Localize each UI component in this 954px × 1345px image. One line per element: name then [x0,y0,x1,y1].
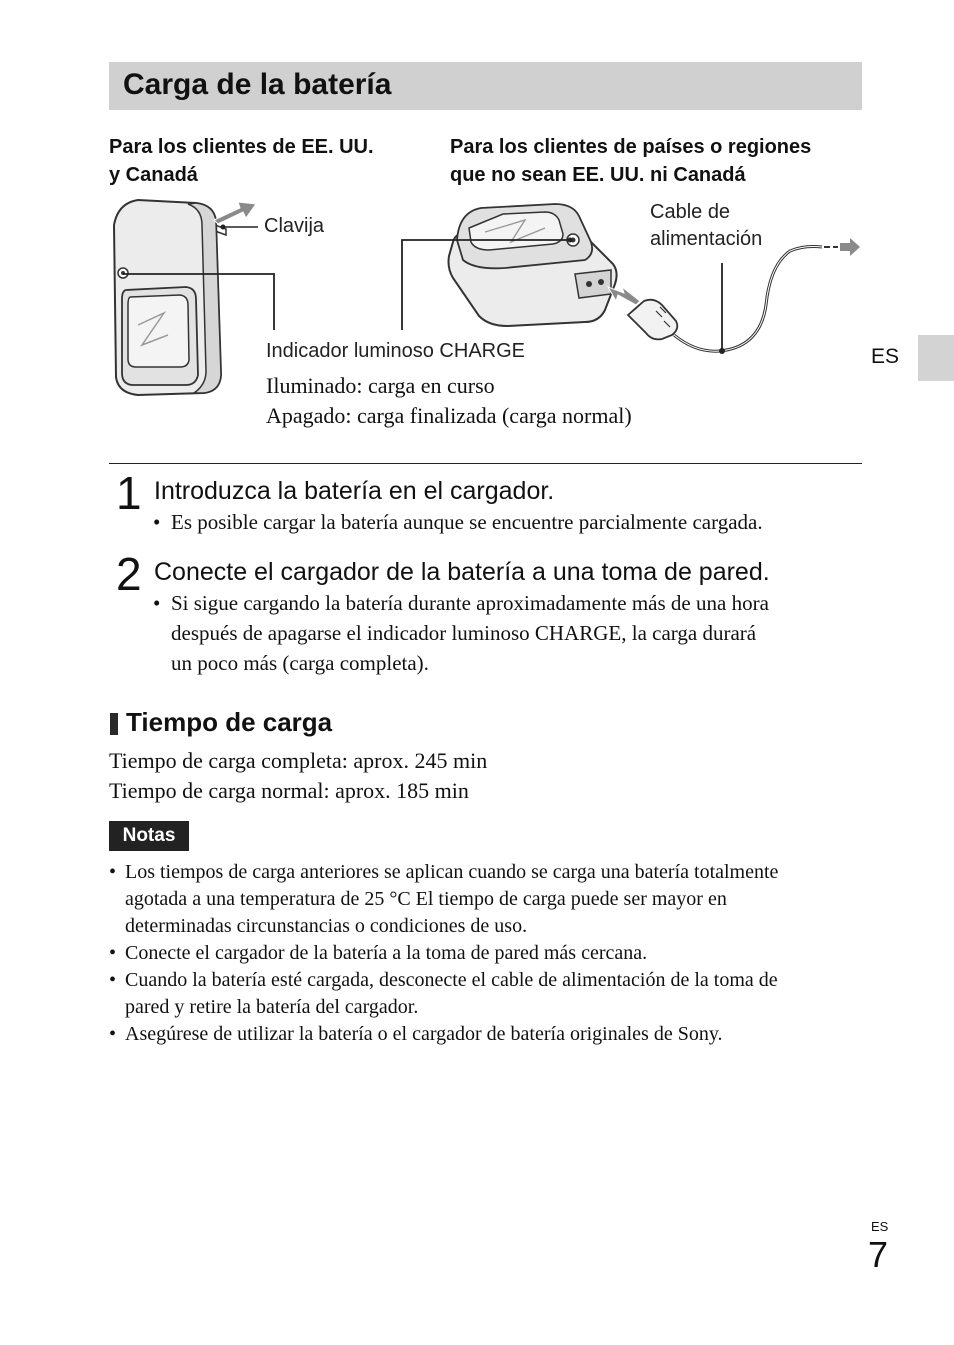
plug-leader-line [220,224,260,230]
step-1-bullet-marker: • [153,510,161,534]
note-item: • Conecte el cargador de la batería a la toma de pared más cercana. [109,940,869,967]
notes-badge [109,821,189,851]
step-2-bullet-marker: • [153,591,161,615]
other-regions-heading: Para los clientes de países o regiones que no sean EE. UU. ni Canadá [450,136,812,186]
step-1-text: Introduzca la batería en el cargador. [154,477,555,505]
side-language-label: ES [871,345,900,368]
left-indicator-leader-line [120,268,280,332]
section-title-bar [109,62,862,110]
power-cord-illustration [600,235,865,365]
charge-indicator-label: Indicador luminoso CHARGE [266,340,525,362]
note-bullet: • [109,1023,117,1045]
step-1-bullet-text: Es posible cargar la batería aunque se encuentre parcialmente cargada. [171,510,763,534]
charging-time-heading: Tiempo de carga [126,707,333,737]
normal-charge-time: Tiempo de carga normal: aprox. 185 min [109,778,469,803]
footer-language: ES [871,1219,889,1234]
section-marker-icon [110,713,118,735]
step-2-number: 2 [116,548,142,600]
note-bullet: • [109,942,117,964]
steps-divider [109,463,862,464]
lit-status-text: Iluminado: carga en curso [266,373,495,398]
note-bullet: • [109,861,117,883]
right-indicator-leader-line [398,236,578,332]
us-canada-heading: Para los clientes de EE. UU. y Canadá [109,136,374,186]
page-title: Carga de la batería [123,68,392,101]
note-item: • Asegúrese de utilizar la batería o el cargador de batería originales de Sony. [109,1021,869,1048]
page-number: 7 [868,1234,889,1275]
full-charge-time: Tiempo de carga completa: aprox. 245 min [109,748,488,773]
note-item: • Los tiempos de carga anteriores se aplican cuando se carga una batería totalmente agotada a una temperatura de 25 °C El tiempo de carga puede ser mayor en determinadas circunstancias o condiciones de uso. [109,861,779,937]
step-2-text: Conecte el cargador de la batería a una toma de pared. [154,558,770,586]
plug-label: Clavija [264,215,325,237]
power-cord-label: Cable de alimentación [650,201,763,250]
plug-insert-arrow-icon [210,196,260,226]
note-item: • Cuando la batería esté cargada, desconecte el cable de alimentación de la toma de pared y retire la batería del cargador. [109,969,778,1018]
step-2-bullet-text: Si sigue cargando la batería durante aproximadamente más de una hora después de apagarse el indicador luminoso CHARGE, la carga durará un poco más (carga completa). [171,591,769,675]
side-language-tab [918,335,954,381]
step-1-number: 1 [116,467,142,519]
notes-badge-label: Notas [122,825,176,846]
note-bullet: • [109,969,117,991]
off-status-text: Apagado: carga finalizada (carga normal) [266,403,632,428]
